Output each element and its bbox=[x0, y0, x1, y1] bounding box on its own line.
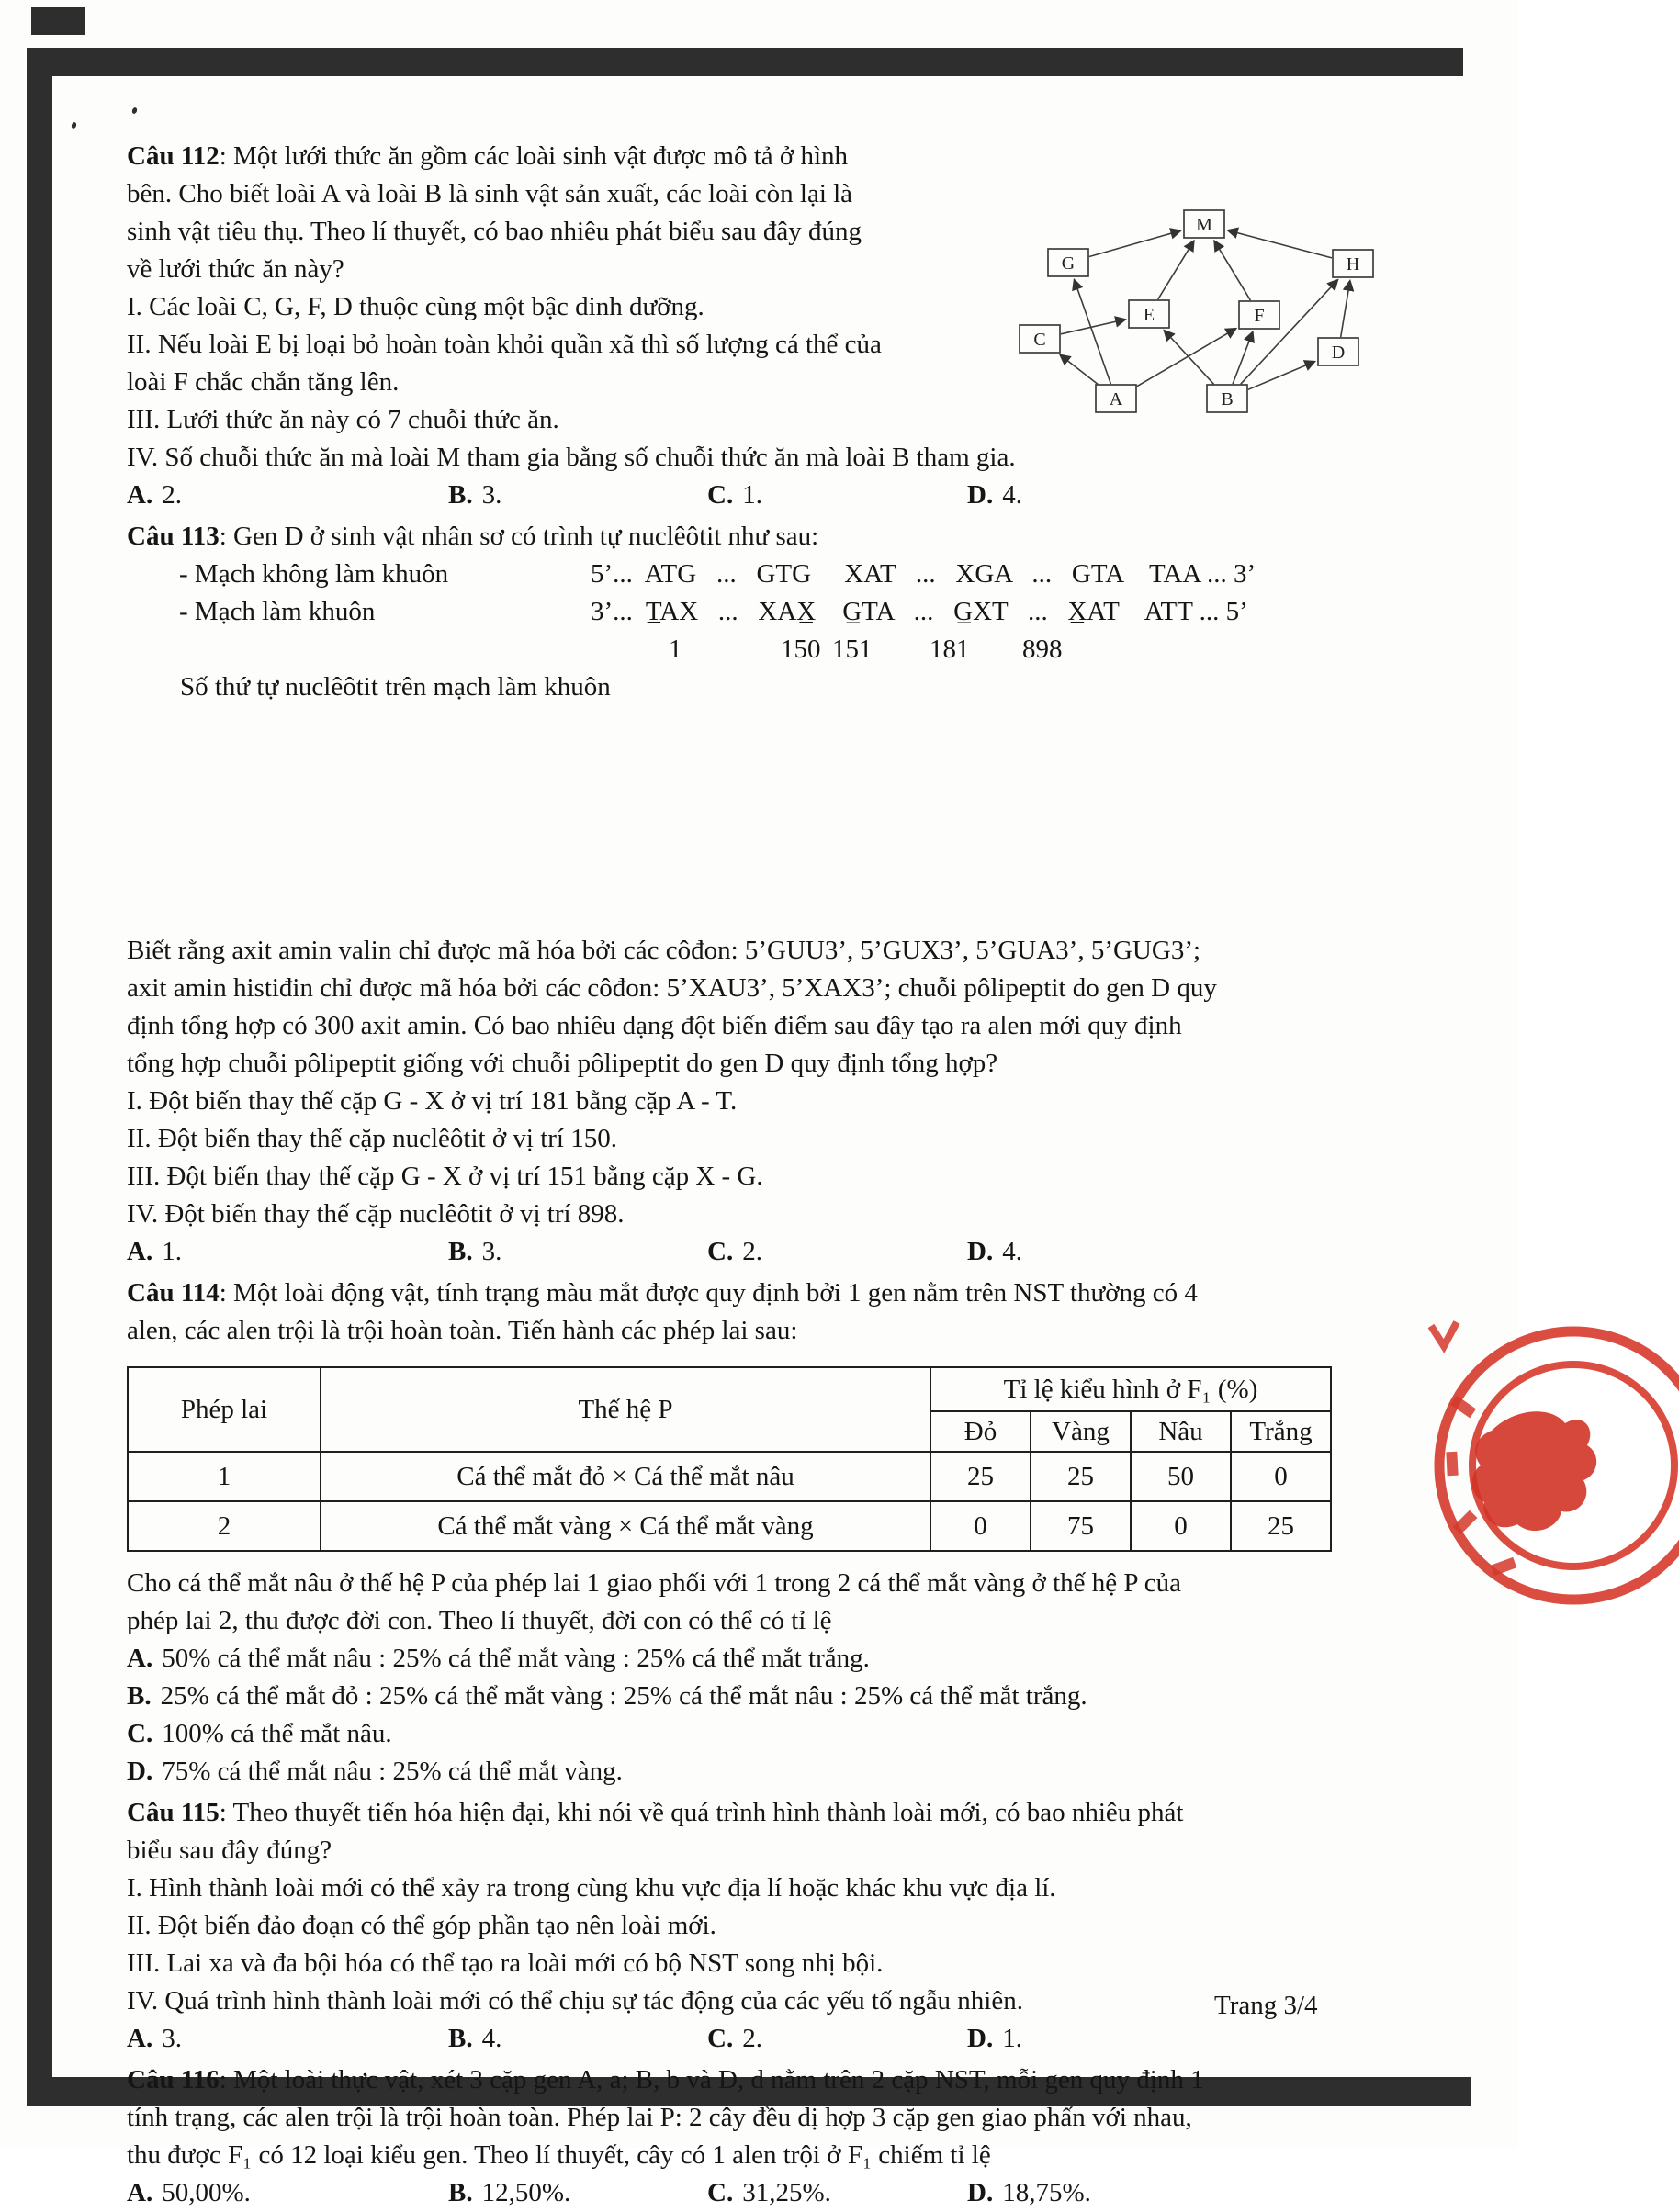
nucleotide-index: 898 bbox=[1022, 634, 1063, 664]
option-value: 4. bbox=[1002, 1237, 1022, 1266]
svg-text:B: B bbox=[1221, 389, 1234, 410]
option-d bbox=[967, 2174, 1091, 2212]
template-strand-sequence: 3’... T̲AX ... XAX̲ G̲TA ... G̲XT ... X̲AT ATT ... 5’ bbox=[591, 597, 1248, 626]
option-letter: C. bbox=[707, 2178, 734, 2207]
index-row bbox=[127, 631, 1413, 932]
option-letter: B. bbox=[448, 2024, 473, 2053]
option-letter: D. bbox=[967, 1237, 994, 1266]
question-113 bbox=[127, 518, 1413, 1271]
answer-options bbox=[127, 1233, 1413, 1271]
statement-line: III. Đột biến thay thế cặp G - X ở vị trí 151 bằng cặp X - G. bbox=[127, 1162, 763, 1191]
strand-label: - Mạch không làm khuôn bbox=[179, 559, 449, 589]
statement-line: I. Đột biến thay thế cặp G - X ở vị trí 181 bằng cặp A - T. bbox=[127, 1086, 738, 1116]
text-line bbox=[127, 1274, 1413, 1312]
question-number: Câu 115 bbox=[127, 1798, 220, 1827]
table-cell: 0 bbox=[1131, 1501, 1231, 1551]
nucleotide-index: 1 bbox=[669, 634, 682, 664]
statement-line: I. Các loài C, G, F, D thuộc cùng một bậc dinh dưỡng. bbox=[127, 292, 704, 321]
question-number: Câu 112 bbox=[127, 141, 220, 171]
text-line: Cho cá thể mắt nâu ở thế hệ P của phép lai 1 giao phối với 1 trong 2 cá thể mắt vàng ở thế hệ P của bbox=[127, 1568, 1181, 1598]
option-value: 31,25%. bbox=[742, 2178, 831, 2207]
text-line: tổng hợp chuỗi pôlipeptit giống với chuỗi pôlipeptit do gen D quy định tổng hợp? bbox=[127, 1049, 998, 1078]
option-letter: A. bbox=[127, 480, 153, 510]
question-116 bbox=[127, 2061, 1413, 2212]
question-number: Câu 113 bbox=[127, 522, 220, 551]
question-114 bbox=[127, 1274, 1413, 1791]
svg-text:E: E bbox=[1143, 305, 1155, 325]
option-c bbox=[707, 477, 762, 514]
option-value: 2. bbox=[162, 480, 182, 510]
option-letter: D. bbox=[967, 2178, 994, 2207]
option-value: 1. bbox=[162, 1237, 182, 1266]
table-row bbox=[128, 1501, 1331, 1551]
red-stamp bbox=[1403, 1320, 1519, 1607]
option-b bbox=[448, 2174, 570, 2212]
option-c bbox=[707, 1233, 762, 1271]
option-letter: C. bbox=[707, 2024, 734, 2053]
question-number: Câu 116 bbox=[127, 2065, 220, 2094]
option-value: 3. bbox=[481, 1237, 502, 1266]
option-a bbox=[127, 1233, 182, 1271]
answer-options bbox=[127, 2020, 1413, 2058]
strand-row bbox=[127, 593, 1413, 631]
text-line: axit amin histiđin chỉ được mã hóa bởi các côđon: 5’XAU3’, 5’XAX3’; chuỗi pôlipeptit do gen D quy bbox=[127, 973, 1217, 1003]
table-cell: 50 bbox=[1131, 1452, 1231, 1501]
table-subheader-nau: Nâu bbox=[1131, 1411, 1231, 1452]
statement-line: III. Lưới thức ăn này có 7 chuỗi thức ăn. bbox=[127, 405, 559, 434]
option-value: 100% cá thể mắt nâu. bbox=[162, 1719, 392, 1748]
question-number: Câu 114 bbox=[127, 1278, 220, 1308]
option-value: 12,50%. bbox=[481, 2178, 571, 2207]
table-subheader-trang: Trắng bbox=[1231, 1411, 1331, 1452]
option-letter: C. bbox=[127, 1719, 153, 1748]
option-letter: D. bbox=[967, 2024, 994, 2053]
option-d bbox=[967, 2020, 1022, 2058]
nucleotide-index: 151 bbox=[832, 634, 873, 664]
svg-text:F: F bbox=[1254, 306, 1265, 326]
table-cell: 25 bbox=[1231, 1501, 1331, 1551]
statement-line: II. Đột biến đảo đoạn có thể góp phần tạo nên loài mới. bbox=[127, 1911, 716, 1940]
svg-text:A: A bbox=[1109, 389, 1123, 410]
table-cell: 75 bbox=[1031, 1501, 1131, 1551]
option-value: 4. bbox=[481, 2024, 502, 2053]
option-letter: B. bbox=[127, 1681, 152, 1711]
option-value: 50% cá thể mắt nâu : 25% cá thể mắt vàng : 25% cá thể mắt trắng. bbox=[162, 1644, 870, 1673]
option-c bbox=[127, 1715, 1413, 1753]
text-line: biểu sau đây đúng? bbox=[127, 1836, 332, 1865]
option-a bbox=[127, 1640, 1413, 1678]
option-value: 2. bbox=[742, 1237, 762, 1266]
exam-content bbox=[127, 134, 1413, 2212]
text-line bbox=[127, 1794, 1413, 1832]
question-text: : Theo thuyết tiến hóa hiện đại, khi nói về quá trình hình thành loài mới, có bao nhiêu phát bbox=[219, 1798, 1184, 1827]
option-letter: B. bbox=[448, 1237, 473, 1266]
option-value: 3. bbox=[481, 480, 502, 510]
table-header-phep-lai: Phép lai bbox=[128, 1367, 321, 1452]
svg-text:G: G bbox=[1061, 253, 1076, 274]
option-c bbox=[707, 2020, 762, 2058]
svg-text:H: H bbox=[1346, 254, 1360, 275]
question-text: : Một loài thực vật, xét 3 cặp gen A, a; B, b và D, d nằm trên 2 cặp NST, mỗi gen quy định 1 bbox=[219, 2065, 1204, 2094]
text-line: Biết rằng axit amin valin chỉ được mã hóa bởi các côđon: 5’GUU3’, 5’GUX3’, 5’GUA3’, 5’GUG3’; bbox=[127, 936, 1201, 965]
text-line: alen, các alen trội là trội hoàn toàn. Tiến hành các phép lai sau: bbox=[127, 1316, 798, 1345]
text-line: phép lai 2, thu được đời con. Theo lí thuyết, đời con có thể có tỉ lệ bbox=[127, 1606, 832, 1635]
answer-options bbox=[127, 2174, 1413, 2212]
question-text: : Gen D ở sinh vật nhân sơ có trình tự nuclêôtit như sau: bbox=[219, 522, 819, 551]
option-letter: A. bbox=[127, 1644, 153, 1673]
option-letter: C. bbox=[707, 1237, 734, 1266]
nucleotide-index: 150 bbox=[781, 634, 821, 664]
text-line bbox=[127, 138, 1413, 175]
statement-line: III. Lai xa và đa bội hóa có thể tạo ra loài mới có bộ NST song nhị bội. bbox=[127, 1948, 884, 1978]
option-d bbox=[967, 477, 1022, 514]
statement-line: IV. Số chuỗi thức ăn mà loài M tham gia bằng số chuỗi thức ăn mà loài B tham gia. bbox=[127, 443, 1016, 472]
scan-artifact-top-bar bbox=[51, 48, 1463, 76]
text-line bbox=[127, 2061, 1413, 2099]
table-subheader-do: Đỏ bbox=[930, 1411, 1031, 1452]
statement-line: II. Đột biến thay thế cặp nuclêôtit ở vị trí 150. bbox=[127, 1124, 617, 1153]
table-cell: 0 bbox=[930, 1501, 1031, 1551]
statement-line: I. Hình thành loài mới có thể xảy ra trong cùng khu vực địa lí hoặc khác khu vực địa lí. bbox=[127, 1873, 1056, 1903]
coding-strand-sequence: 5’... ATG ... GTG XAT ... XGA ... GTA TAA ... 3’ bbox=[591, 559, 1256, 589]
option-letter: C. bbox=[707, 480, 734, 510]
question-text: : Một loài động vật, tính trạng màu mắt được quy định bởi 1 gen nằm trên NST thường có 4 bbox=[219, 1278, 1198, 1308]
page-number: Trang 3/4 bbox=[1214, 1991, 1318, 2020]
option-value: 75% cá thể mắt nâu : 25% cá thể mắt vàng. bbox=[162, 1757, 623, 1786]
table-header-the-he-p: Thế hệ P bbox=[321, 1367, 930, 1452]
option-letter: B. bbox=[448, 480, 473, 510]
option-b bbox=[448, 1233, 501, 1271]
option-value: 1. bbox=[742, 480, 762, 510]
option-letter: B. bbox=[448, 2178, 473, 2207]
ink-speck bbox=[71, 121, 77, 129]
option-b bbox=[448, 2020, 501, 2058]
table-cell: 0 bbox=[1231, 1452, 1331, 1501]
cross-table bbox=[127, 1366, 1332, 1552]
option-letter: A. bbox=[127, 2178, 153, 2207]
svg-text:M: M bbox=[1196, 215, 1212, 235]
option-letter: D. bbox=[967, 480, 994, 510]
text-line: sinh vật tiêu thụ. Theo lí thuyết, có bao nhiêu phát biểu sau đây đúng bbox=[127, 217, 862, 246]
svg-text:D: D bbox=[1331, 342, 1346, 363]
question-text: : Một lưới thức ăn gồm các loài sinh vật được mô tả ở hình bbox=[219, 141, 849, 171]
strand-label: - Mạch làm khuôn bbox=[179, 597, 376, 626]
option-b bbox=[127, 1678, 1413, 1715]
option-d bbox=[127, 1753, 1413, 1791]
table-cell: Cá thể mắt đỏ × Cá thể mắt nâu bbox=[321, 1452, 930, 1501]
option-value: 3. bbox=[162, 2024, 182, 2053]
scan-artifact-top-left bbox=[31, 7, 85, 35]
table-subheader-vang: Vàng bbox=[1031, 1411, 1131, 1452]
table-cell: 25 bbox=[930, 1452, 1031, 1501]
table-cell: 1 bbox=[128, 1452, 321, 1501]
table-row bbox=[128, 1452, 1331, 1501]
svg-text:C: C bbox=[1033, 330, 1046, 350]
option-c bbox=[707, 2174, 831, 2212]
option-value: 4. bbox=[1002, 480, 1022, 510]
text-line: định tổng hợp có 300 axit amin. Có bao nhiêu dạng đột biến điểm sau đây tạo ra alen mới quy định bbox=[127, 1011, 1182, 1040]
text-line bbox=[127, 518, 1413, 556]
text-line: về lưới thức ăn này? bbox=[127, 254, 344, 284]
question-112 bbox=[127, 138, 1413, 514]
strand-row bbox=[127, 556, 1413, 593]
option-a bbox=[127, 2020, 182, 2058]
statement-line: II. Nếu loài E bị loại bỏ hoàn toàn khỏi quần xã thì số lượng cá thể của bbox=[127, 330, 882, 359]
table-header-ti-le: Tỉ lệ kiểu hình ở F₁ (%) bbox=[930, 1367, 1331, 1411]
option-a bbox=[127, 2174, 251, 2212]
option-value: 25% cá thể mắt đỏ : 25% cá thể mắt vàng : 25% cá thể mắt nâu : 25% cá thể mắt trắng. bbox=[160, 1681, 1087, 1711]
text-line: thu được F₁ có 12 loại kiểu gen. Theo lí thuyết, cây có 1 alen trội ở F₁ chiếm tỉ lệ bbox=[127, 2140, 991, 2170]
text-line: tính trạng, các alen trội là trội hoàn toàn. Phép lai P: 2 cây đều dị hợp 3 cặp gen giao phấn với nhau, bbox=[127, 2103, 1192, 2132]
option-value: 2. bbox=[742, 2024, 762, 2053]
option-value: 50,00%. bbox=[162, 2178, 251, 2207]
option-b bbox=[448, 477, 501, 514]
table-cell: 2 bbox=[128, 1501, 321, 1551]
option-d bbox=[967, 1233, 1022, 1271]
table-cell: Cá thể mắt vàng × Cá thể mắt vàng bbox=[321, 1501, 930, 1551]
ink-speck bbox=[131, 107, 138, 114]
statement-line: loài F chắc chắn tăng lên. bbox=[127, 367, 400, 397]
option-a bbox=[127, 477, 182, 514]
index-label: Số thứ tự nuclêôtit trên mạch làm khuôn bbox=[180, 672, 611, 702]
text-line: bên. Cho biết loài A và loài B là sinh vật sản xuất, các loài còn lại là bbox=[127, 179, 853, 208]
table-cell: 25 bbox=[1031, 1452, 1131, 1501]
answer-options bbox=[127, 477, 1413, 514]
option-letter: A. bbox=[127, 1237, 153, 1266]
statement-line: IV. Quá trình hình thành loài mới có thể chịu sự tác động của các yếu tố ngẫu nhiên. bbox=[127, 1986, 1023, 2016]
option-value: 1. bbox=[1002, 2024, 1022, 2053]
option-letter: A. bbox=[127, 2024, 153, 2053]
nucleotide-index: 181 bbox=[930, 634, 970, 664]
option-value: 18,75%. bbox=[1002, 2178, 1091, 2207]
option-letter: D. bbox=[127, 1757, 153, 1786]
statement-line: IV. Đột biến thay thế cặp nuclêôtit ở vị trí 898. bbox=[127, 1199, 625, 1229]
scan-artifact-left-bar bbox=[27, 48, 52, 2106]
